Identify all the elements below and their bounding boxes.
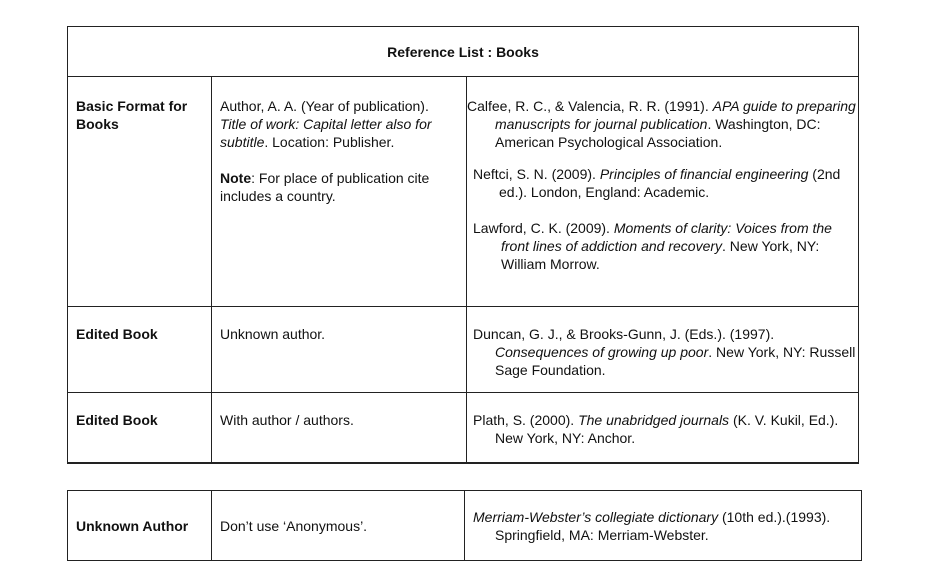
format-note	[212, 151, 466, 205]
format-description-cell	[212, 393, 467, 463]
table-row	[68, 491, 862, 561]
row-label: Edited Book	[76, 412, 158, 428]
unknown-author-table	[67, 490, 862, 561]
example-reference: Duncan, G. J., & Brooks-Gunn, J. (Eds.). (1997). Consequences of growing up poor. New York, NY: Russell Sage Foundation.	[473, 326, 856, 378]
table-row	[68, 393, 859, 463]
example-reference: Calfee, R. C., & Valencia, R. R. (1991). APA guide to preparing manuscripts for journal publication. Washington, DC: American Psychological Association.	[467, 98, 856, 150]
format-description	[212, 77, 466, 151]
format-description-cell	[212, 491, 465, 561]
examples-cell	[467, 393, 859, 463]
row-label-cell	[68, 491, 212, 561]
examples-cell	[467, 77, 859, 307]
example-reference: Neftci, S. N. (2009). Principles of financial engineering (2nd ed.). London, England: Academic.	[473, 166, 841, 200]
row-label-cell	[68, 307, 212, 393]
row-label: Unknown Author	[76, 517, 189, 534]
note-text: : For place of publication cite includes a country.	[220, 170, 430, 204]
example-reference: Lawford, C. K. (2009). Moments of clarity: Voices from the front lines of addiction and recovery. New York, NY: William Morrow.	[473, 220, 832, 272]
examples-cell	[467, 307, 859, 393]
format-description: Don’t use ‘Anonymous’.	[220, 517, 368, 534]
row-label: Edited Book	[76, 326, 158, 342]
table-row	[68, 307, 859, 393]
format-description: Unknown author.	[220, 326, 326, 342]
format-description-cell	[212, 307, 467, 393]
format-description-cell	[212, 77, 467, 307]
format-main: Author, A. A. (Year of publication).	[220, 98, 429, 114]
example-reference: Plath, S. (2000). The unabridged journals (K. V. Kukil, Ed.). New York, NY: Anchor.	[473, 412, 839, 446]
table-row	[68, 77, 859, 307]
example-reference: Merriam-Webster’s collegiate dictionary (10th ed.).(1993). Springfield, MA: Merriam-Webster.	[473, 508, 831, 543]
format-title-italic: Title of work: Capital letter also for subtitle	[220, 116, 432, 150]
row-label-cell	[68, 393, 212, 463]
table-title: Reference List : Books	[68, 27, 859, 77]
note-label: Note	[220, 170, 252, 186]
format-description: With author / authors.	[220, 412, 354, 428]
reference-table	[67, 26, 859, 464]
examples-cell	[465, 491, 862, 561]
format-after: . Location: Publisher.	[264, 134, 395, 150]
row-label-cell	[68, 77, 212, 307]
row-label: Basic Format for Books	[76, 98, 188, 132]
